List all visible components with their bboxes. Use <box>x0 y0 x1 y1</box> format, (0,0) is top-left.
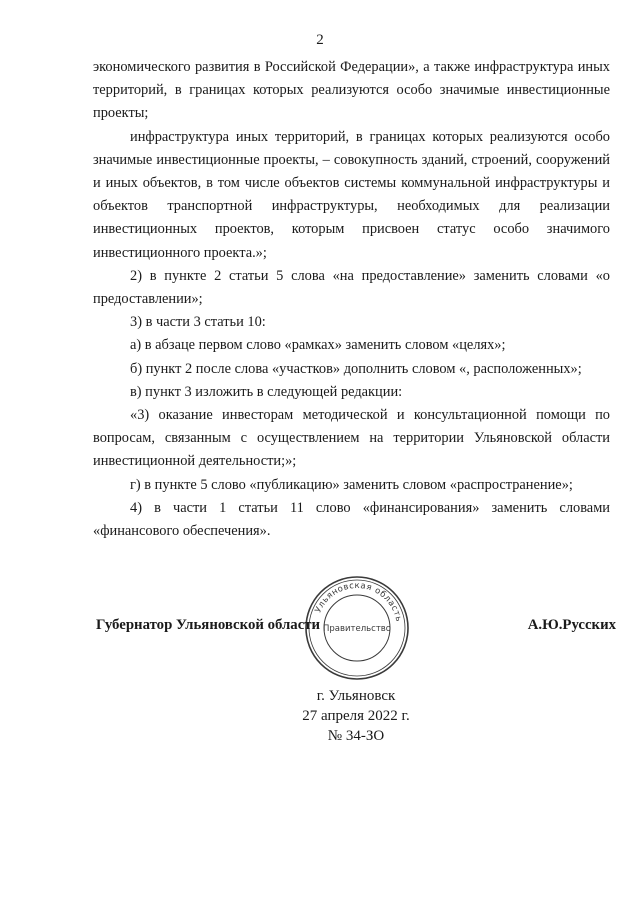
paragraph-subitem-v: в) пункт 3 изложить в следующей редакции: <box>130 383 403 400</box>
paragraph-quoted-item-3: «3) оказание инвесторам методической и консультационной помощи по вопросам, связанным с осуществлением на территории Ульяновской области инвестиционной деятельности;»; <box>93 407 610 470</box>
document-body <box>93 56 610 543</box>
footer-city: г. Ульяновск <box>316 688 396 704</box>
paragraph-item-4: 4) в части 1 статьи 11 слово «финансирования» заменить словами «финансового обеспечения». <box>93 499 610 540</box>
paragraph-item-3: 3) в части 3 статьи 10: <box>130 314 266 331</box>
paragraph-item-2: 2) в пункте 2 статьи 5 слова «на предоставление» заменить словами «о предоставлении»; <box>93 267 610 308</box>
document-footer <box>0 686 640 746</box>
signatory-position: Губернатор Ульяновской области <box>96 617 321 633</box>
footer-law-number: № 34-ЗО <box>327 728 385 744</box>
seal-center-text: Правительство <box>323 624 391 634</box>
paragraph-definition: инфраструктура иных территорий, в границах которых реализуются особо значимые инвестиционные проекты, – совокупность зданий, строений, сооружений и иных объектов, в том числе объектов системы коммунальной инфраструктуры и объектов транспортной инфраструктуры, необходимых для реализации инвестиционных проектов, которым присвоен статус особо значимого инвестиционного проекта.»; <box>93 128 610 261</box>
paragraph-subitem-a: а) в абзаце первом слово «рамках» заменить словом «целях»; <box>130 337 506 354</box>
signature-block <box>96 617 616 639</box>
page-number: 2 <box>316 32 324 48</box>
seal-ring-text: Ульяновская область <box>313 580 404 623</box>
signatory-name: А.Ю.Русских <box>527 617 616 633</box>
paragraph-subitem-g: г) в пункте 5 слово «публикацию» заменить словом «распространение»; <box>130 476 573 493</box>
paragraph-subitem-b: б) пункт 2 после слова «участков» дополнить словом «, расположенных»; <box>130 360 582 377</box>
footer-date: 27 апреля 2022 г. <box>302 708 410 724</box>
paragraph-continuation: экономического развития в Российской Федерации», а также инфраструктура иных территорий, в границах которых реализуются особо значимые инвестиционные проекты; <box>93 59 610 122</box>
